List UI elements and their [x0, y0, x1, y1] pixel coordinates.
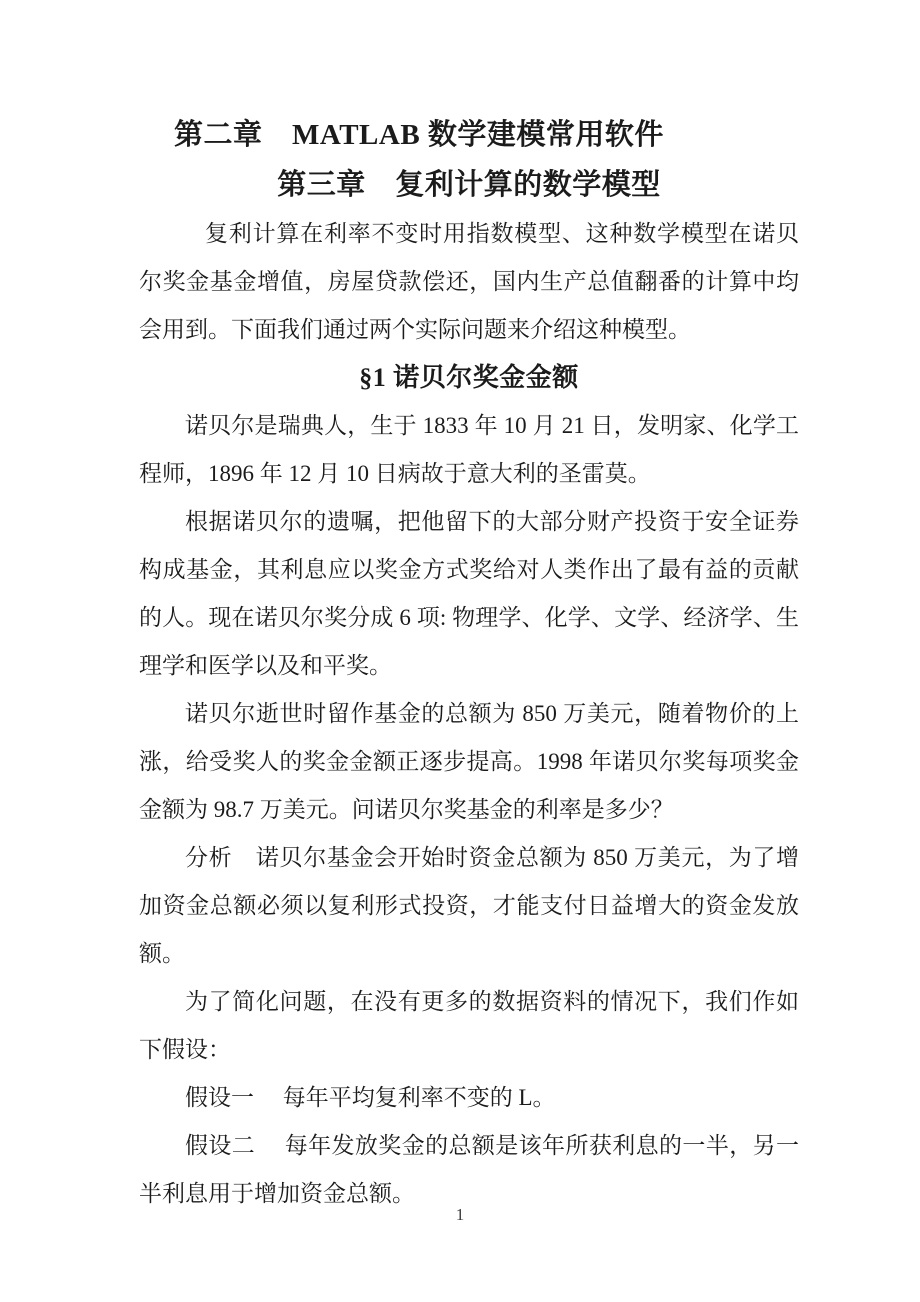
- paragraph-hypothesis-1: 假设一 每年平均复利率不变的 L。: [185, 1085, 556, 1110]
- document-content: [139, 110, 799, 1218]
- paragraph-simplify: 为了简化问题，在没有更多的数据资料的情况下，我们作如下假设：: [139, 989, 799, 1062]
- section-heading-nobel-prize: §1 诺贝尔奖金金额: [359, 363, 579, 392]
- chapter-title-compound-interest: 第三章 复利计算的数学模型: [277, 169, 661, 201]
- paragraph-fund-question: 诺贝尔逝世时留作基金的总额为 850 万美元，随着物价的上涨，给受奖人的奖金金额正逐步提高。1998 年诺贝尔奖每项奖金金额为 98.7 万美元。问诺贝尔奖基金的利率是多少？: [139, 701, 799, 822]
- paragraph-intro: 复利计算在利率不变时用指数模型、这种数学模型在诺贝尔奖金基金增值，房屋贷款偿还，国内生产总值翻番的计算中均会用到。下面我们通过两个实际问题来介绍这种模型。: [139, 221, 799, 342]
- paragraph-nobel-will: 根据诺贝尔的遗嘱，把他留下的大部分财产投资于安全证券构成基金，其利息应以奖金方式奖给对人类作出了最有益的贡献的人。现在诺贝尔奖分成 6 项: 物理学、化学、文学、经济学、生理学和医学以及和平奖。: [139, 509, 799, 678]
- paragraph-analysis: 分析 诺贝尔基金会开始时资金总额为 850 万美元，为了增加资金总额必须以复利形式投资，才能支付日益增大的资金发放额。: [139, 845, 799, 966]
- paragraph-hypothesis-2: 假设二 每年发放奖金的总额是该年所获利息的一半，另一半利息用于增加资金总额。: [139, 1133, 799, 1206]
- page-number: 1: [455, 1205, 465, 1224]
- paragraph-nobel-bio: 诺贝尔是瑞典人，生于 1833 年 10 月 21 日，发明家、化学工程师，1896 年 12 月 10 日病故于意大利的圣雷莫。: [139, 413, 799, 486]
- chapter-title-matlab: 第二章 MATLAB 数学建模常用软件: [174, 119, 664, 151]
